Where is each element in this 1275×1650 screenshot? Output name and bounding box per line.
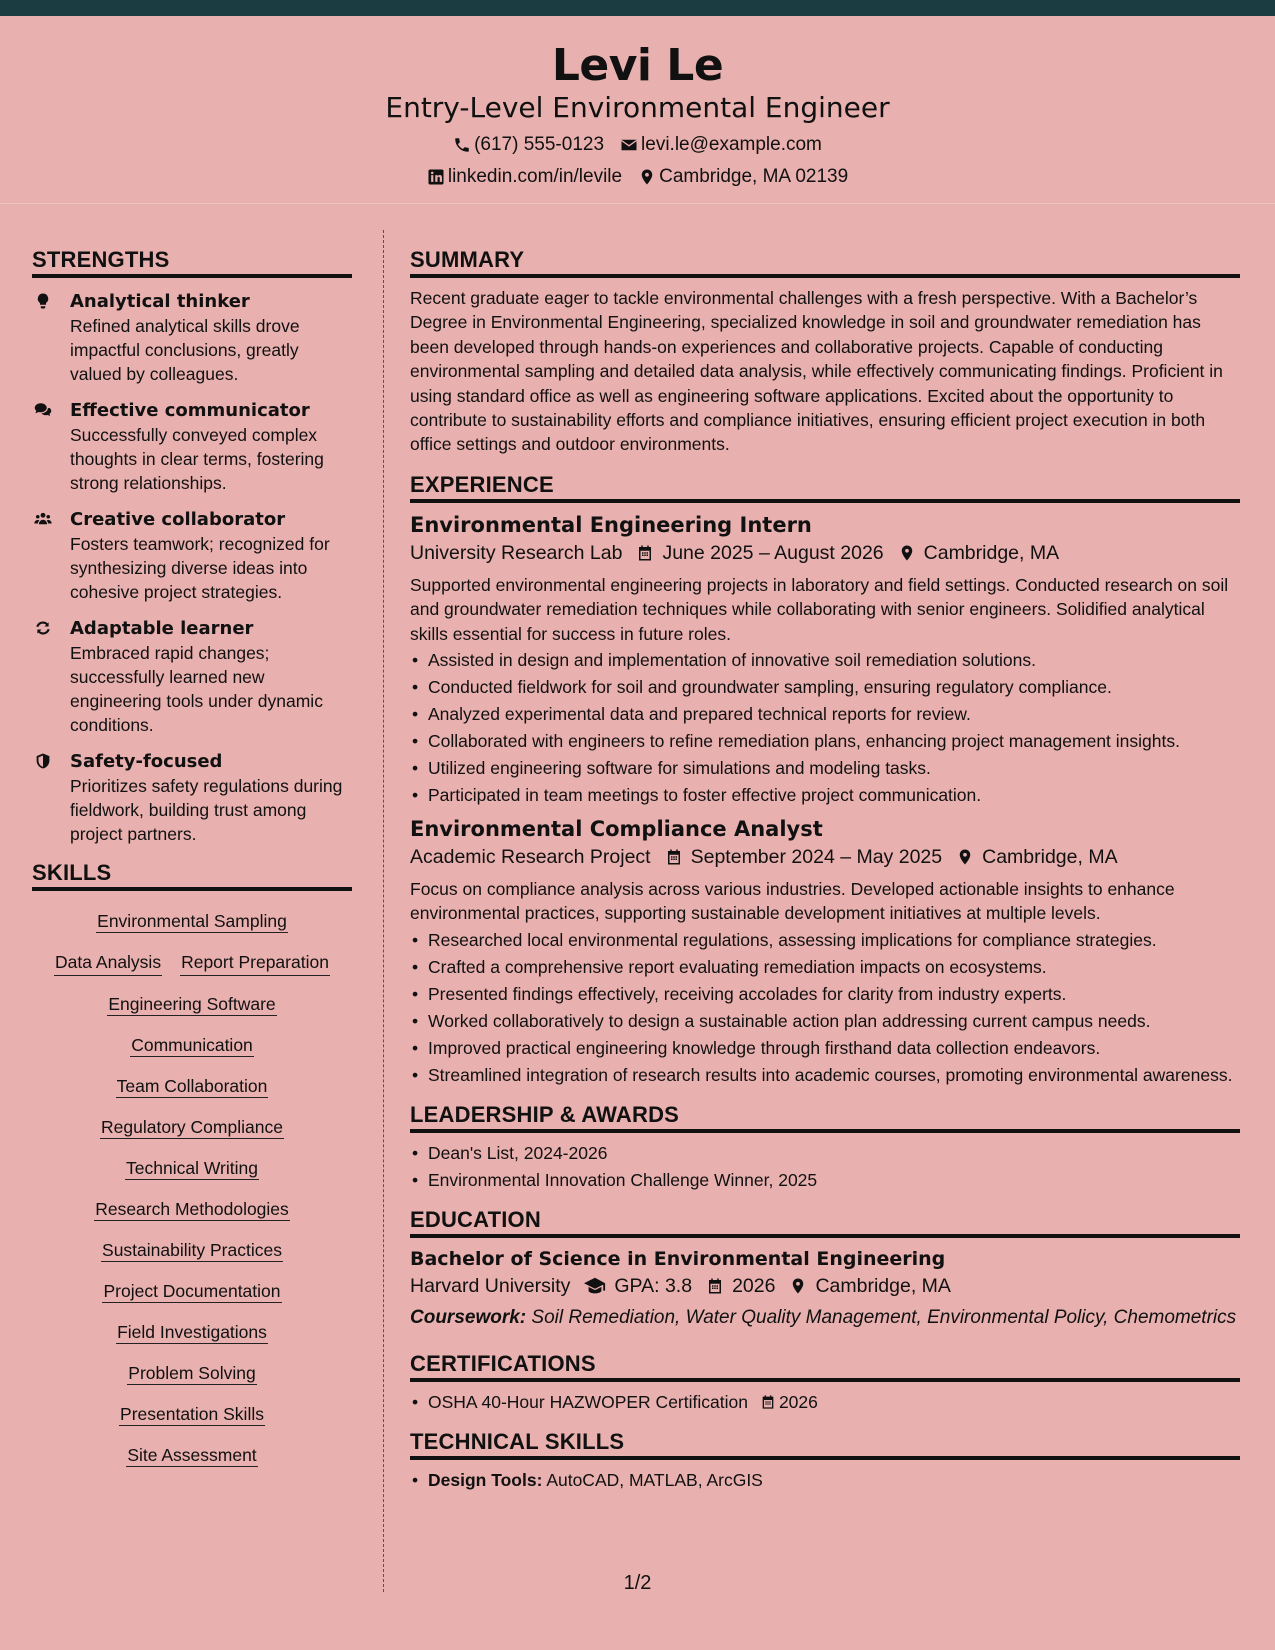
skill-tag: Field Investigations	[117, 1322, 267, 1342]
calendar-icon	[665, 848, 683, 866]
strength-title: Effective communicator	[70, 400, 310, 421]
job-dates: September 2024 – May 2025	[690, 846, 943, 869]
job-location: Cambridge, MA	[923, 541, 1060, 564]
experience-heading: EXPERIENCE	[410, 471, 1240, 503]
shield-icon	[34, 752, 52, 770]
leadership-list	[410, 1141, 1240, 1192]
strength-desc: Prioritizes safety regulations during fieldwork, building trust among project partners.	[70, 776, 343, 844]
job-entry	[410, 815, 1240, 1087]
bullet-item: • Researched local environmental regulations, assessing implications for compliance strategies.	[410, 928, 1240, 952]
certifications-list	[410, 1390, 1240, 1414]
education-meta	[410, 1272, 1240, 1300]
job-title: Environmental Engineering Intern	[410, 512, 812, 537]
technical-skill-item	[410, 1468, 1240, 1492]
job-meta	[410, 843, 1240, 871]
contact-email[interactable]	[620, 134, 822, 156]
certification-name: • OSHA 40-Hour HAZWOPER Certification	[428, 1391, 748, 1412]
users-icon	[34, 510, 52, 528]
bullet-item: • Participated in team meetings to foster effective project communication.	[410, 783, 1240, 807]
bullet-item: • Improved practical engineering knowledge through firsthand data collection endeavors.	[410, 1036, 1240, 1060]
lightbulb-icon	[34, 292, 52, 310]
contact-row-1	[0, 134, 1275, 156]
map-marker-icon	[789, 1277, 807, 1295]
certification-year: 2026	[778, 1391, 818, 1412]
leadership-heading: LEADERSHIP & AWARDS	[410, 1101, 1240, 1133]
skill-tag: Data Analysis	[54, 950, 162, 976]
summary-text: Recent graduate eager to tackle environmental challenges with a fresh perspective. With a Bachelor’s Degree in Environmental Engineering, specialized knowledge in soil and groundwater remediation has been developed through hands-on experiences and collaborative projects. Capable of conducting environmental sampling and detailed data analysis, while effectively communicating findings. Proficient in using standard office as well as engineering software applications. Excited about the opportunity to contribute to sustainability efforts and compliance initiatives, ensuring efficient project execution in both office settings and outdoor environments.	[410, 288, 1223, 455]
right-column	[410, 246, 1240, 1495]
strength-desc: Fosters teamwork; recognized for synthesizing diverse ideas into cohesive project strategies.	[70, 534, 330, 602]
skill-tag: Research Methodologies	[95, 1199, 289, 1219]
strength-item	[32, 750, 352, 846]
bullet-item: • Crafted a comprehensive report evaluating remediation impacts on ecosystems.	[410, 955, 1240, 979]
contact-linkedin[interactable]	[427, 166, 622, 188]
strength-title: Creative collaborator	[70, 509, 286, 530]
strength-desc: Embraced rapid changes; successfully learned new engineering tools under dynamic conditions.	[70, 643, 323, 735]
skill-tag: Site Assessment	[127, 1445, 257, 1465]
certifications-heading: CERTIFICATIONS	[410, 1350, 1240, 1382]
column-divider	[383, 230, 384, 1592]
map-marker-icon	[638, 168, 656, 186]
phone-text: (617) 555-0123	[474, 134, 605, 155]
bullet-item: • Collaborated with engineers to refine remediation plans, enhancing project management insights.	[410, 729, 1240, 753]
job-title: Environmental Compliance Analyst	[410, 817, 823, 842]
bullet-item: • Worked collaboratively to design a sustainable action plan addressing current campus needs.	[410, 1009, 1240, 1033]
candidate-name: Levi Le	[551, 40, 724, 91]
strength-title: Adaptable learner	[70, 618, 254, 639]
contact-row-2	[0, 166, 1275, 188]
skill-tag: Engineering Software	[108, 994, 276, 1014]
linkedin-text: linkedin.com/in/levile	[447, 166, 623, 187]
education-heading: EDUCATION	[410, 1206, 1240, 1238]
job-bullets	[410, 928, 1240, 1087]
skill-tag: Problem Solving	[128, 1363, 256, 1383]
calendar-icon	[706, 1277, 724, 1295]
location-text: Cambridge, MA 02139	[659, 166, 849, 187]
bullet-item: • Utilized engineering software for simulations and modeling tasks.	[410, 756, 1240, 780]
summary-heading: SUMMARY	[410, 246, 1240, 278]
technical-skills-heading: TECHNICAL SKILLS	[410, 1428, 1240, 1460]
bullet-item: • Dean's List, 2024-2026	[410, 1141, 1240, 1165]
coursework	[410, 1306, 1240, 1330]
strength-item	[32, 399, 352, 495]
bullet-item: • Presented findings effectively, receiving accolades for clarity from industry experts.	[410, 982, 1240, 1006]
resume-header	[0, 16, 1275, 204]
contact-phone[interactable]	[453, 134, 604, 156]
job-location: Cambridge, MA	[982, 846, 1118, 869]
skill-tag: Sustainability Practices	[102, 1240, 282, 1260]
map-marker-icon	[956, 848, 974, 866]
technical-skills-list	[410, 1468, 1240, 1492]
technical-skill-value: AutoCAD, MATLAB, ArcGIS	[546, 1469, 763, 1490]
calendar-icon	[636, 544, 654, 562]
bullet-item: • Environmental Innovation Challenge Winner, 2025	[410, 1168, 1240, 1192]
skill-tag: Technical Writing	[126, 1158, 258, 1178]
refresh-icon	[34, 619, 52, 637]
skill-tag: Report Preparation	[180, 950, 330, 976]
skill-tag: Environmental Sampling	[97, 911, 287, 931]
job-org: University Research Lab	[410, 541, 623, 564]
job-description: Supported environmental engineering projects in laboratory and field settings. Conducted research on soil and groundwater remediation techniques while collaborating with senior engineers. Solidified analytical skills essential for success in future roles.	[410, 574, 1229, 644]
strengths-heading: STRENGTHS	[32, 246, 352, 278]
job-description: Focus on compliance analysis across various industries. Developed actionable insights to enhance environmental practices, supporting sustainable development initiatives at multiple levels.	[410, 879, 1175, 924]
job-meta	[410, 539, 1240, 567]
strength-desc: Refined analytical skills drove impactful conclusions, greatly valued by colleagues.	[70, 316, 300, 384]
strength-item	[32, 617, 352, 737]
linkedin-icon	[427, 168, 445, 186]
top-color-bar	[0, 0, 1275, 16]
calendar-icon	[760, 1394, 776, 1410]
bullet-item: • Analyzed experimental data and prepared technical reports for review.	[410, 702, 1240, 726]
job-org: Academic Research Project	[410, 846, 651, 869]
skill-tag: Regulatory Compliance	[101, 1117, 283, 1137]
bullet-item: • Streamlined integration of research results into academic courses, promoting environmental awareness.	[410, 1063, 1240, 1087]
certification-item	[410, 1390, 1240, 1414]
school-location: Cambridge, MA	[815, 1274, 951, 1297]
graduation-year: 2026	[732, 1274, 776, 1297]
skill-tag: Team Collaboration	[116, 1076, 268, 1096]
strength-item	[32, 508, 352, 604]
email-text: levi.le@example.com	[641, 134, 822, 155]
job-dates: June 2025 – August 2026	[662, 541, 884, 564]
map-marker-icon	[898, 544, 916, 562]
technical-skill-label: Design Tools:	[428, 1469, 543, 1490]
skills-list	[32, 909, 352, 1468]
left-column	[32, 246, 352, 1468]
job-bullets	[410, 648, 1240, 807]
coursework-label: Coursework:	[410, 1306, 527, 1328]
graduation-cap-icon	[584, 1275, 606, 1297]
job-entry	[410, 511, 1240, 807]
page-number: 1/2	[623, 1572, 652, 1594]
coursework-list: Soil Remediation, Water Quality Management, Environmental Policy, Chemometrics	[531, 1306, 1237, 1328]
strength-desc: Successfully conveyed complex thoughts in clear terms, fostering strong relationships.	[70, 425, 324, 493]
comments-icon	[34, 401, 52, 419]
candidate-title: Entry-Level Environmental Engineer	[385, 91, 890, 124]
gpa: GPA: 3.8	[614, 1274, 693, 1297]
school-name: Harvard University	[410, 1274, 571, 1297]
skills-heading: SKILLS	[32, 859, 352, 891]
bullet-item: • Assisted in design and implementation of innovative soil remediation solutions.	[410, 648, 1240, 672]
strength-title: Analytical thinker	[70, 291, 250, 312]
contact-location	[638, 166, 848, 188]
phone-icon	[453, 136, 471, 154]
skill-tag: Presentation Skills	[120, 1404, 264, 1424]
bullet-item: • Conducted fieldwork for soil and groundwater sampling, ensuring regulatory compliance.	[410, 675, 1240, 699]
skill-tag: Communication	[131, 1035, 253, 1055]
envelope-icon	[620, 136, 638, 154]
degree-title: Bachelor of Science in Environmental Engineering	[410, 1247, 946, 1270]
strength-title: Safety-focused	[70, 751, 223, 772]
strength-item	[32, 290, 352, 386]
skill-tag: Project Documentation	[103, 1281, 281, 1301]
